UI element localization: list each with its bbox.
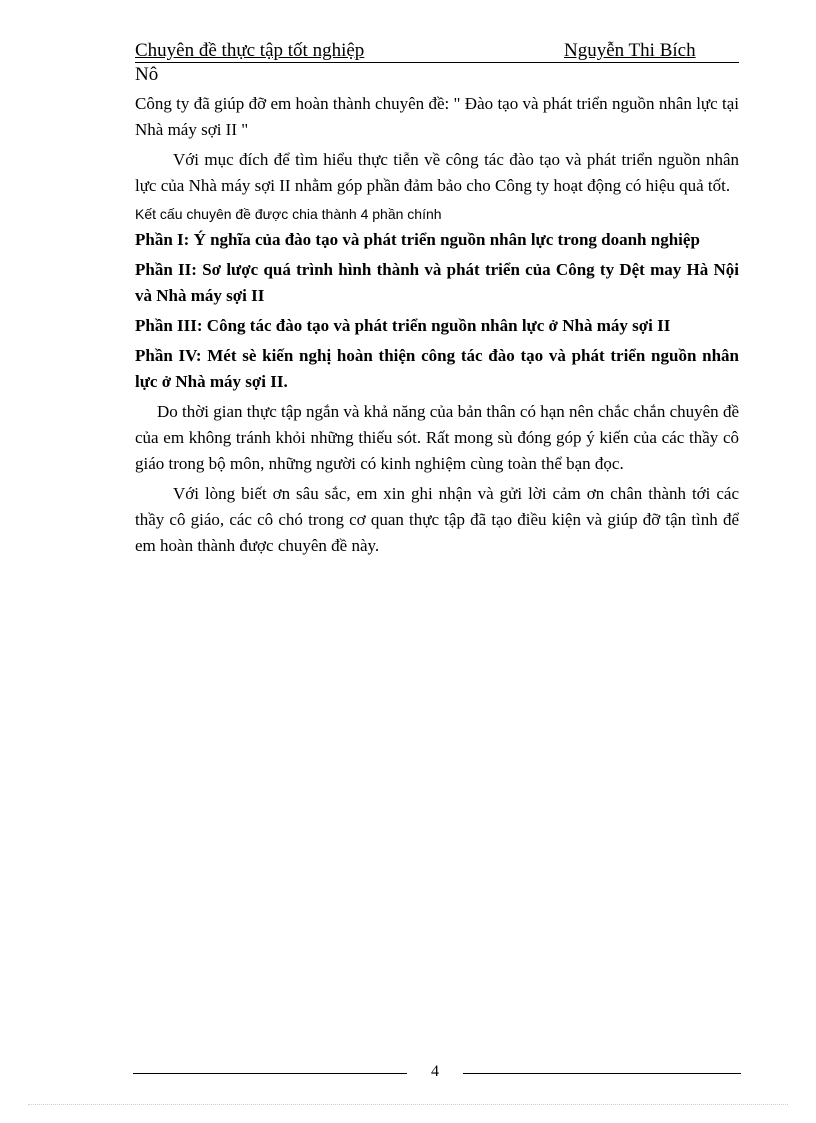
section-part-4: Phần IV: Mét sè kiến nghị hoàn thiện công tác đào tạo và phát triển nguồn nhân lực ở Nhà máy sợi II. — [135, 346, 739, 391]
page-number: 4 — [431, 1063, 439, 1080]
header-title: Chuyên đề thực tập tốt nghiệp — [135, 40, 365, 61]
page-edge-divider — [28, 1104, 788, 1105]
header-author-continued: Nô — [135, 64, 159, 85]
paragraph-intro: Công ty đã giúp đỡ em hoàn thành chuyên đề: " Đào tạo và phát triển nguồn nhân lực tại Nhà máy sợi II " — [135, 94, 739, 139]
page-header — [135, 38, 739, 63]
paragraph-thanks: Với lòng biết ơn sâu sắc, em xin ghi nhận và gửi lời cảm ơn chân thành tới các thầy cô giáo, các cô chó trong cơ quan thực tập đã tạo điều kiện và giúp đỡ tận tình để em hoàn thành được chuyên đề này. — [135, 484, 739, 555]
header-author: Nguyễn Thi Bích — [564, 40, 696, 61]
page-footer — [133, 1060, 741, 1084]
paragraph-limitations: Do thời gian thực tập ngắn và khả năng của bản thân có hạn nên chắc chắn chuyên đề của em không tránh khỏi những thiếu sót. Rất mong sù đóng góp ý kiến của các thầy cô giáo trong bộ môn, những người có kinh nghiệm cùng toàn thể bạn đọc. — [135, 402, 739, 473]
section-part-1: Phần I: Ý nghĩa của đào tạo và phát triển nguồn nhân lực trong doanh nghiệp — [135, 230, 700, 249]
paragraph-structure: Kết cấu chuyên đề được chia thành 4 phần chính — [135, 206, 442, 222]
document-body — [135, 91, 739, 563]
section-part-2: Phần II: Sơ lược quá trình hình thành và phát triển của Công ty Dệt may Hà Nội và Nhà máy sợi II — [135, 260, 739, 305]
footer-rule-right — [463, 1073, 741, 1074]
footer-rule-left — [133, 1073, 407, 1074]
paragraph-purpose: Với mục đích để tìm hiểu thực tiễn về công tác đào tạo và phát triển nguồn nhân lực của Nhà máy sợi II nhằm góp phần đảm bảo cho Công ty hoạt động có hiệu quả tốt. — [135, 150, 739, 195]
section-part-3: Phần III: Công tác đào tạo và phát triển nguồn nhân lực ở Nhà máy sợi II — [135, 316, 671, 335]
